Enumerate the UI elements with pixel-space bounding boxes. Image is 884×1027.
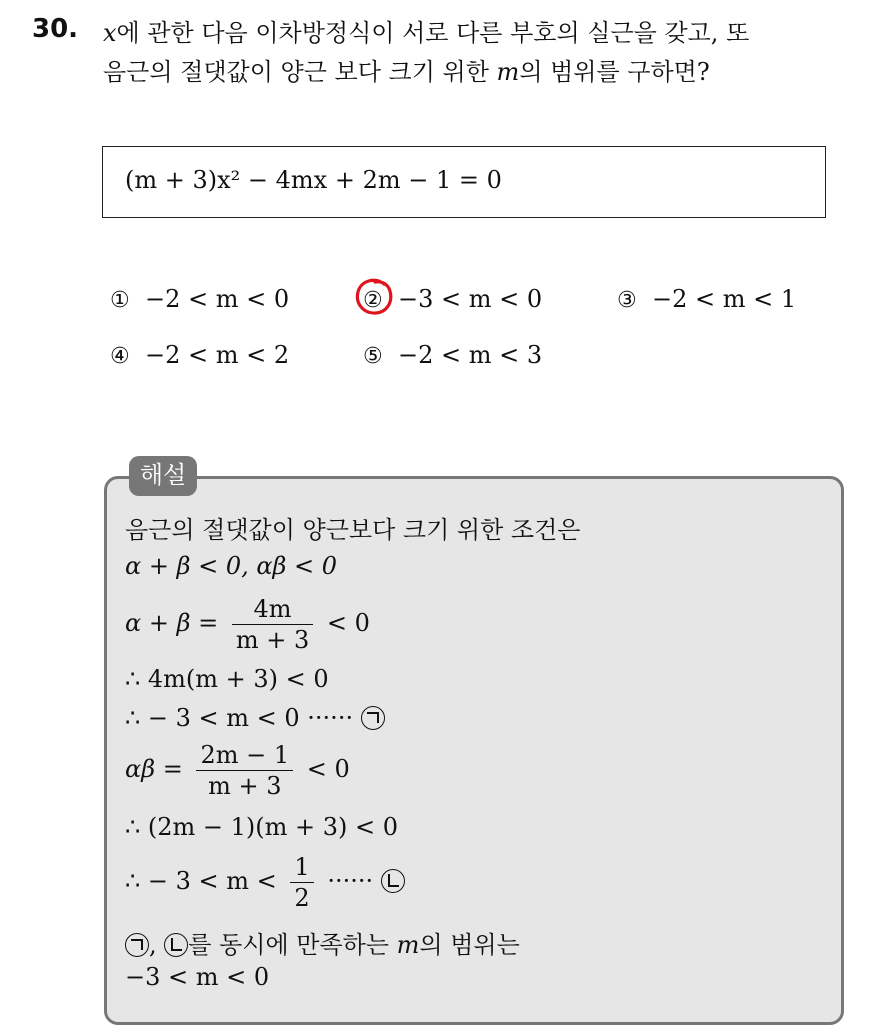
- choice-5-mark: ⑤: [363, 344, 383, 369]
- fraction-numerator: 2m − 1: [196, 740, 293, 771]
- variable-m: m: [496, 58, 520, 86]
- choice-2-mark: ②: [363, 288, 383, 313]
- question-line1: 에 관한 다음 이차방정식이 서로 다른 부호의 실근을 갖고, 또: [116, 19, 750, 47]
- question-text: [103, 14, 873, 92]
- solution-line-5: [125, 704, 385, 732]
- solution-line-2: α + β < 0, αβ < 0: [125, 552, 338, 580]
- line8-dots: ······: [327, 867, 374, 895]
- question-line2a: 음근의 절댓값이 양근 보다 크기 위한: [103, 58, 497, 86]
- fraction-numerator: 4m: [232, 594, 313, 625]
- nieun-circle-icon: [164, 933, 188, 957]
- fraction-one-half: [290, 852, 313, 913]
- giyeok-circle-icon: [361, 706, 385, 730]
- question-number: 30.: [32, 14, 79, 44]
- fraction-denominator: m + 3: [235, 626, 310, 654]
- line6-rhs: < 0: [306, 755, 350, 783]
- giyeok-circle-icon: [125, 933, 149, 957]
- fraction-denominator: 2: [294, 884, 310, 912]
- solution-line-4: ∴ 4m(m + 3) < 0: [125, 665, 329, 693]
- solution-line-8: [125, 852, 405, 913]
- line9-tail: 의 범위는: [419, 931, 520, 959]
- choice-3-text: −2 < m < 1: [652, 285, 797, 313]
- fraction-numerator: 1: [290, 852, 313, 883]
- equation: (m + 3)x² − 4mx + 2m − 1 = 0: [125, 166, 502, 194]
- solution-line-3: [125, 594, 370, 655]
- nieun-circle-icon: [381, 869, 405, 893]
- choice-1-text: −2 < m < 0: [145, 285, 290, 313]
- variable-x: x: [103, 19, 117, 47]
- fraction-4m-over-m3: [232, 594, 313, 655]
- choice-5-text: −2 < m < 3: [398, 341, 543, 369]
- question-line2b: 의 범위를 구하면?: [519, 58, 710, 86]
- choice-1-mark: ①: [110, 288, 130, 313]
- choice-3[interactable]: [617, 285, 796, 313]
- line6-lhs: αβ =: [125, 755, 183, 783]
- choice-2-text: −3 < m < 0: [398, 285, 543, 313]
- variable-m: m: [396, 931, 420, 959]
- line8-lhs: ∴ − 3 < m <: [125, 867, 277, 895]
- choice-5[interactable]: [363, 341, 542, 369]
- solution-line-1: 음근의 절댓값이 양근보다 크기 위한 조건은: [125, 516, 581, 544]
- solution-line-6: [125, 740, 350, 801]
- solution-tag: 해설: [129, 456, 197, 496]
- line5-text: ∴ − 3 < m < 0 ······: [125, 704, 354, 732]
- line9-text: 를 동시에 만족하는: [188, 931, 397, 959]
- solution-answer: −3 < m < 0: [125, 963, 270, 991]
- red-answer-circle-icon: [354, 276, 396, 318]
- choice-4-text: −2 < m < 2: [145, 341, 290, 369]
- choice-3-mark: ③: [617, 288, 637, 313]
- fraction-2m1-over-m3: [196, 740, 293, 801]
- solution-line-9: [125, 925, 520, 960]
- fraction-denominator: m + 3: [208, 772, 282, 800]
- line3-rhs: < 0: [326, 609, 370, 637]
- line3-lhs: α + β =: [125, 609, 219, 637]
- line9-sep: ,: [149, 931, 165, 959]
- solution-line-7: ∴ (2m − 1)(m + 3) < 0: [125, 813, 399, 841]
- choice-4-mark: ④: [110, 344, 130, 369]
- equation-box: [102, 146, 826, 218]
- choice-1[interactable]: [110, 285, 289, 313]
- choice-4[interactable]: [110, 341, 289, 369]
